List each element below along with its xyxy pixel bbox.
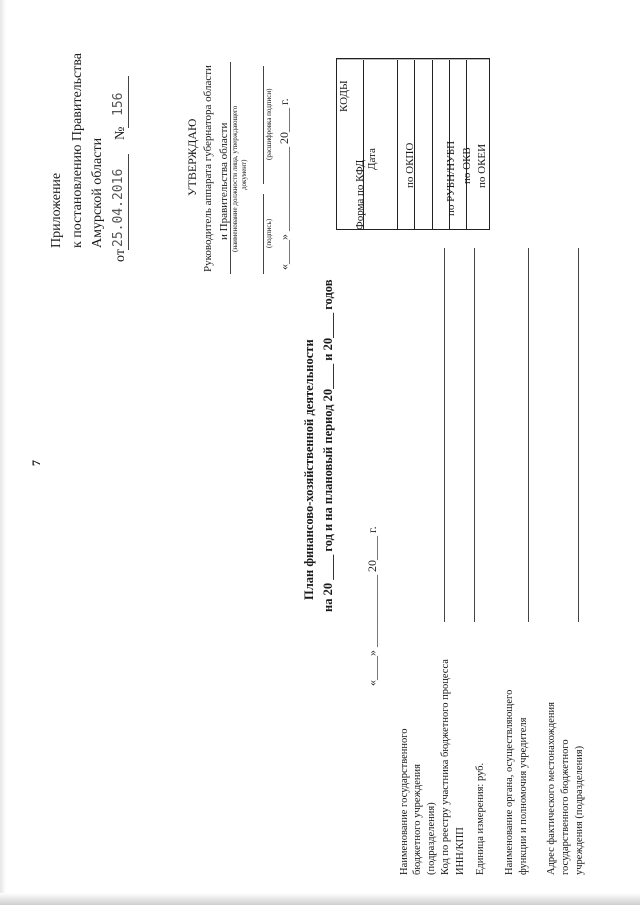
page-number: 7 — [29, 460, 43, 466]
field-line-founder[interactable] — [528, 248, 529, 622]
appendix-number-label: № — [113, 126, 128, 140]
field-founder-l2: функции и полномочия учредителя — [518, 717, 529, 875]
codes-rubn-label: по РУБН/НУБП — [445, 140, 457, 216]
plan-title-line2: на 20 ____ год и на плановый период 20____ и 20____ годов — [321, 279, 335, 612]
plan-date-line: «____» ____________ 20____ г. — [365, 526, 379, 686]
field-line-institution[interactable] — [444, 248, 445, 622]
approval-line2: и Правительства области — [218, 122, 230, 240]
codes-kfd-label: Форма по КФД — [354, 159, 366, 230]
scan-edge-bottom — [0, 893, 640, 905]
appendix-date: 25.04.2016 — [111, 168, 126, 247]
approval-date-line: «____» ______________ 20____ г. — [277, 98, 291, 270]
field-budget-code: Код по реестру участника бюджетного процесса — [440, 659, 451, 875]
field-institution-l3: (подразделения) — [426, 802, 437, 875]
field-address-l1: Адрес фактического местонахождения — [546, 702, 557, 875]
codes-okpo-label: по ОКПО — [404, 142, 416, 188]
appendix-from-label: от — [113, 249, 128, 262]
scan-edge-left — [0, 0, 6, 905]
codes-header: КОДЫ — [338, 80, 350, 112]
plan-title-line1: План финансово-хозяйственной деятельности — [302, 339, 316, 600]
signature-caption: (подпись) — [265, 218, 273, 248]
field-institution-l2: бюджетного учреждения — [412, 764, 423, 875]
appendix-line3: Амурской области — [90, 137, 105, 248]
codes-date-label: Дата — [366, 148, 378, 170]
appendix-line1: Приложение — [49, 172, 64, 248]
field-founder-l1: Наименование органа, осуществляющего — [504, 689, 515, 875]
field-line-code[interactable] — [474, 248, 475, 622]
decryption-caption: (расшифровка подписи) — [265, 88, 273, 160]
approval-caption: (наименование должности лица, утверждающего — [231, 105, 239, 252]
codes-okei-label: по ОКЕИ — [476, 143, 488, 188]
field-institution-l1: Наименование государственного — [399, 728, 410, 875]
field-line-address[interactable] — [578, 248, 579, 622]
field-unit: Единица измерения: руб. — [475, 762, 486, 875]
field-address-l3: учреждения (подразделения) — [574, 745, 585, 875]
codes-okv-label: по ОКВ — [461, 147, 473, 184]
approval-caption2: документ) — [240, 159, 248, 190]
field-inn-kpp: ИНН/КПП — [455, 827, 466, 875]
approval-title: УТВЕРЖДАЮ — [185, 118, 199, 196]
appendix-number: 156 — [111, 92, 126, 116]
field-address-l2: государственного бюджетного — [560, 739, 571, 875]
approval-line1: Руководитель аппарата губернатора области — [202, 65, 214, 272]
appendix-line2: к постановлению Правительства — [70, 52, 85, 248]
